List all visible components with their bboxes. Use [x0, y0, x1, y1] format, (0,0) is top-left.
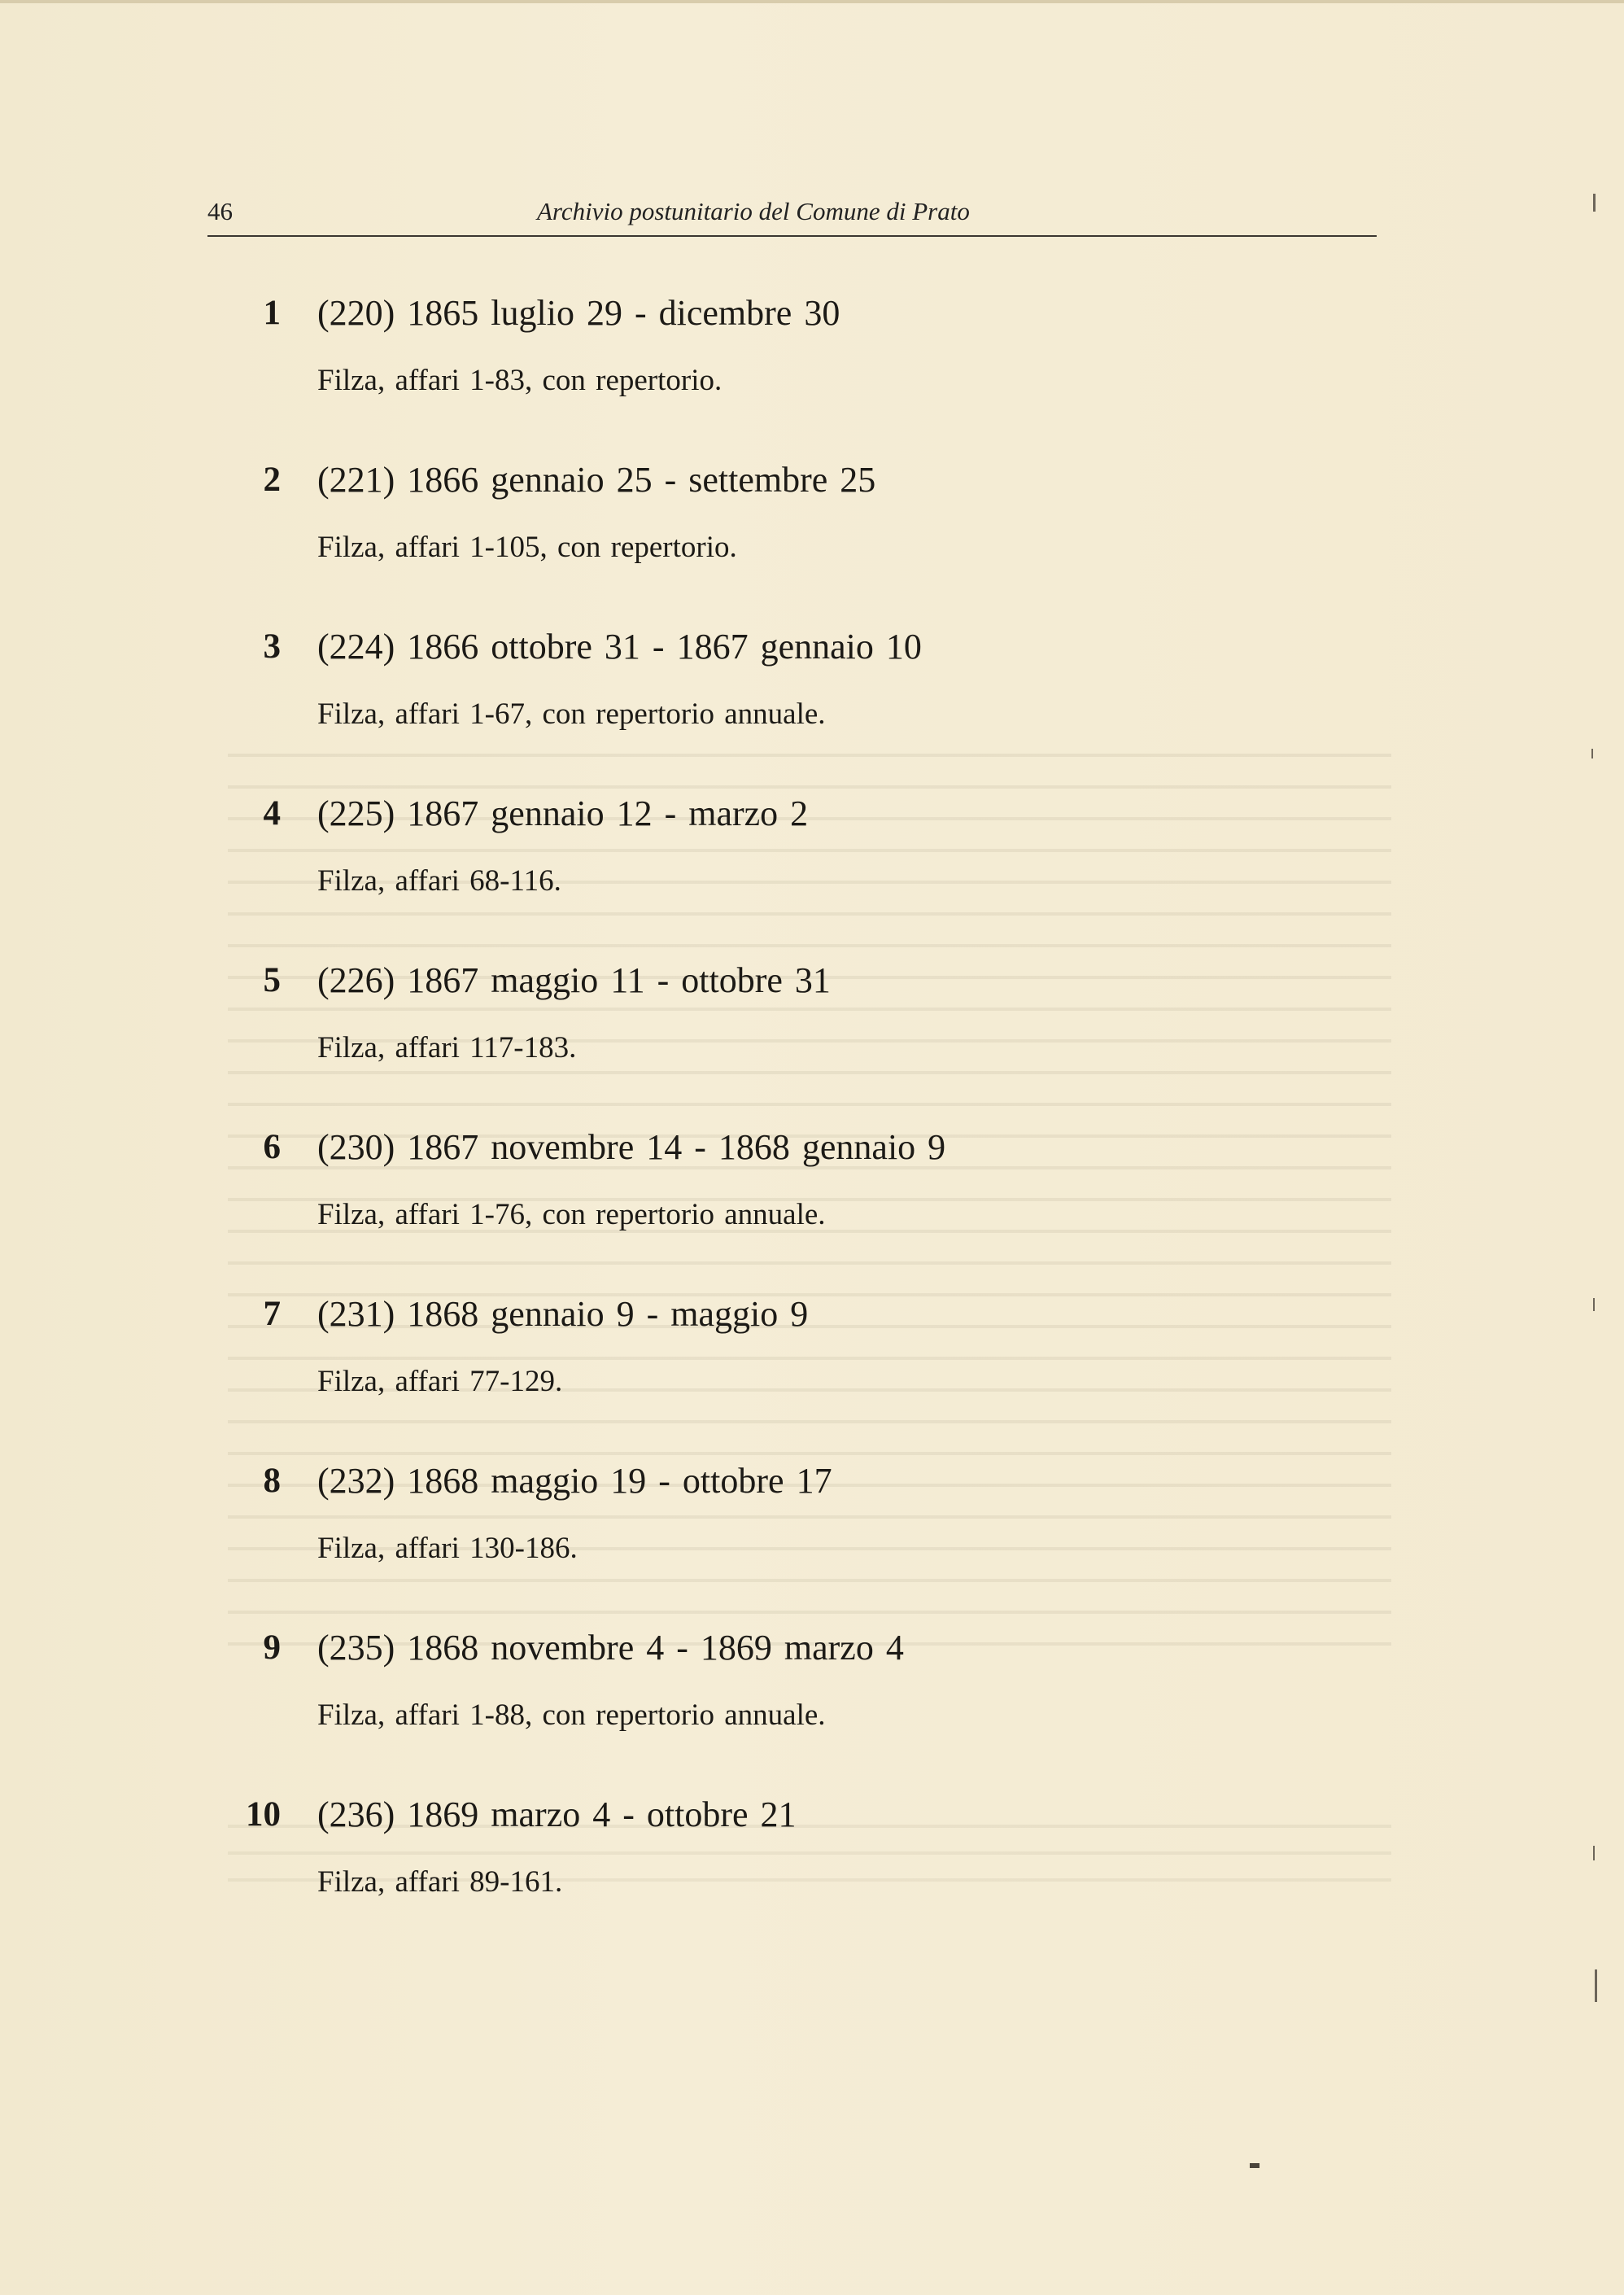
inventory-entry — [207, 1290, 1377, 1457]
inventory-entry — [207, 289, 1377, 456]
entry-description: Filza, affari 89-161. — [317, 1865, 563, 1899]
entry-title: (235) 1868 novembre 4 - 1869 marzo 4 — [317, 1628, 904, 1668]
entry-title: (220) 1865 luglio 29 - dicembre 30 — [317, 293, 840, 333]
entry-number: 6 — [263, 1128, 281, 1166]
entry-description: Filza, affari 1-83, con repertorio. — [317, 364, 723, 397]
entry-title: (226) 1867 maggio 11 - ottobre 31 — [317, 960, 831, 1000]
page-number: 46 — [207, 197, 233, 225]
inventory-entry — [207, 1457, 1377, 1624]
entry-description: Filza, affari 1-88, con repertorio annuale. — [317, 1698, 826, 1732]
entry-number: 2 — [263, 461, 281, 499]
margin-mark — [1593, 1298, 1595, 1311]
inventory-entry — [207, 1790, 1377, 1957]
entry-description: Filza, affari 1-67, con repertorio annuale. — [317, 697, 826, 731]
entry-title: (232) 1868 maggio 19 - ottobre 17 — [317, 1461, 832, 1501]
inventory-entry — [207, 956, 1377, 1123]
entry-number: 7 — [263, 1295, 281, 1333]
margin-mark — [1250, 2163, 1259, 2168]
entry-title: (236) 1869 marzo 4 - ottobre 21 — [317, 1794, 797, 1834]
entry-description: Filza, affari 130-186. — [317, 1532, 578, 1565]
entry-title: (224) 1866 ottobre 31 - 1867 gennaio 10 — [317, 627, 922, 667]
inventory-list — [207, 289, 1377, 1957]
entry-number: 8 — [263, 1462, 281, 1500]
running-title: Archivio postunitario del Comune di Prato — [537, 197, 970, 225]
entry-number: 3 — [263, 627, 281, 666]
entry-description: Filza, affari 1-76, con repertorio annuale. — [317, 1198, 826, 1231]
inventory-entry — [207, 789, 1377, 956]
entry-description: Filza, affari 1-105, con repertorio. — [317, 531, 737, 564]
entry-number: 4 — [263, 794, 281, 833]
entry-description: Filza, affari 117-183. — [317, 1031, 577, 1064]
inventory-entry — [207, 1123, 1377, 1290]
margin-mark — [1591, 749, 1593, 758]
margin-mark — [1593, 1846, 1595, 1860]
inventory-entry — [207, 1624, 1377, 1790]
entry-number: 1 — [263, 294, 281, 332]
entry-title: (231) 1868 gennaio 9 - maggio 9 — [317, 1294, 809, 1334]
entry-title: (225) 1867 gennaio 12 - marzo 2 — [317, 793, 809, 833]
entry-title: (221) 1866 gennaio 25 - settembre 25 — [317, 460, 876, 500]
page-header — [207, 194, 1377, 234]
entry-description: Filza, affari 77-129. — [317, 1365, 563, 1398]
margin-mark — [1593, 194, 1596, 212]
header-rule — [207, 235, 1377, 237]
inventory-entry — [207, 456, 1377, 623]
entry-number: 9 — [263, 1628, 281, 1667]
margin-mark — [1595, 1969, 1597, 2002]
entry-title: (230) 1867 novembre 14 - 1868 gennaio 9 — [317, 1127, 946, 1167]
entry-number: 10 — [246, 1795, 281, 1834]
inventory-entry — [207, 623, 1377, 789]
entry-description: Filza, affari 68-116. — [317, 864, 561, 898]
page-top-edge — [0, 0, 1624, 3]
entry-number: 5 — [263, 961, 281, 999]
